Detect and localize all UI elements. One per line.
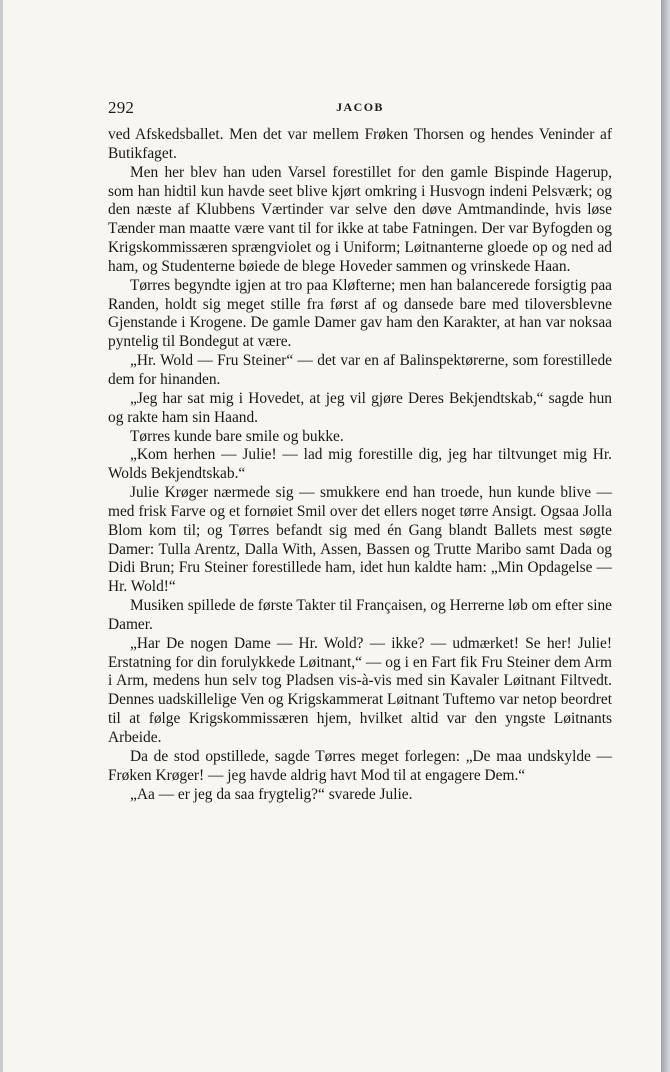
paragraph: „Kom herhen — Julie! — lad mig forestille dig, jeg har tiltvunget mig Hr. Wolds Bekjendtskab.“ xyxy=(108,446,612,483)
paragraph: „Aa — er jeg da saa frygtelig?“ svarede Julie. xyxy=(130,785,413,803)
page-edge xyxy=(661,0,670,1072)
paragraph: „Jeg har sat mig i Hovedet, at jeg vil gjøre Deres Bekjendtskab,“ sagde hun og rakte ham sin Haand. xyxy=(108,389,612,426)
paragraph: „Hr. Wold — Fru Steiner“ — det var en af Balinspektørerne, som forestillede dem for hinanden. xyxy=(108,352,612,388)
paragraph: Tørres kunde bare smile og bukke. xyxy=(130,427,344,445)
paragraph: Julie Krøger nærmede sig — smukkere end han troede, hun kunde blive — med frisk Farve og et fornøiet Smil over det ellers noget tørre Ansigt. Ogsaa Jolla Blom kom til; og Tørres befandt sig med én Gang blandt Ballets mest søgte Damer: Tulla Arentz, Dalla With, Assen, Bassen og Trutte Maribo samt Dada og Didi Brun; Fru Steiner forestillede ham, idet hun kaldte ham: „Min Opdagelse — Hr. Wold!“ xyxy=(108,484,612,596)
body-text xyxy=(108,126,612,804)
paragraph: Da de stod opstillede, sagde Tørres meget forlegen: „De maa undskylde — Frøken Krøger! — jeg havde aldrig havt Mod til at engagere Dem.“ xyxy=(108,747,612,784)
page-number: 292 xyxy=(108,98,135,117)
paragraph: „Har De nogen Dame — Hr. Wold? — ikke? — udmærket! Se her! Julie! Erstatning for din forulykkede Løitnant,“ — og i en Fart fik Fru Steiner dem Arm i Arm, medens hun selv tog Pladsen vis-à-vis med sin Kavaler Løitnant Filtvedt. Dennes uadskillelige Ven og Krigskammerat Løitnant Tuftemo var netop beordret til at følge Krigskommissæren hjem, hvilket altid var den yngste Løitnants Arbeide. xyxy=(108,634,612,746)
paragraph: Men her blev han uden Varsel forestillet for den gamle Bispinde Hagerup, som han hidtil kun havde seet blive kjørt omkring i Husvogn indeni Pelsværk; og den næste af Klubbens Værtinder var selve den døve Amtmandinde, hvis løse Tænder man maatte være vant til for ikke at tabe Fatningen. Der var Byfogden og Krigskommissæren sprængviolet og i Uniform; Løitnanterne gloede op og ned ad ham, og Studenterne bøiede de blege Hoveder sammen og vrinskede Haan. xyxy=(108,163,612,275)
paragraph: Tørres begyndte igjen at tro paa Kløfterne; men han balancerede forsigtig paa Randen, holdt sig meget stille fra først af og dansede bare med tiloversblevne Gjenstande i Krogene. De gamle Damer gav ham den Karakter, at han var noksaa pyntelig til Bondegut at være. xyxy=(108,276,612,351)
paragraph: ved Afskedsballet. Men det var mellem Frøken Thorsen og hendes Veninder af Butikfaget. xyxy=(108,126,612,162)
page-header xyxy=(108,98,612,120)
running-head: JACOB xyxy=(336,100,384,114)
paragraph: Musiken spillede de første Takter til Françaisen, og Herrerne løb om efter sine Damer. xyxy=(108,597,613,633)
